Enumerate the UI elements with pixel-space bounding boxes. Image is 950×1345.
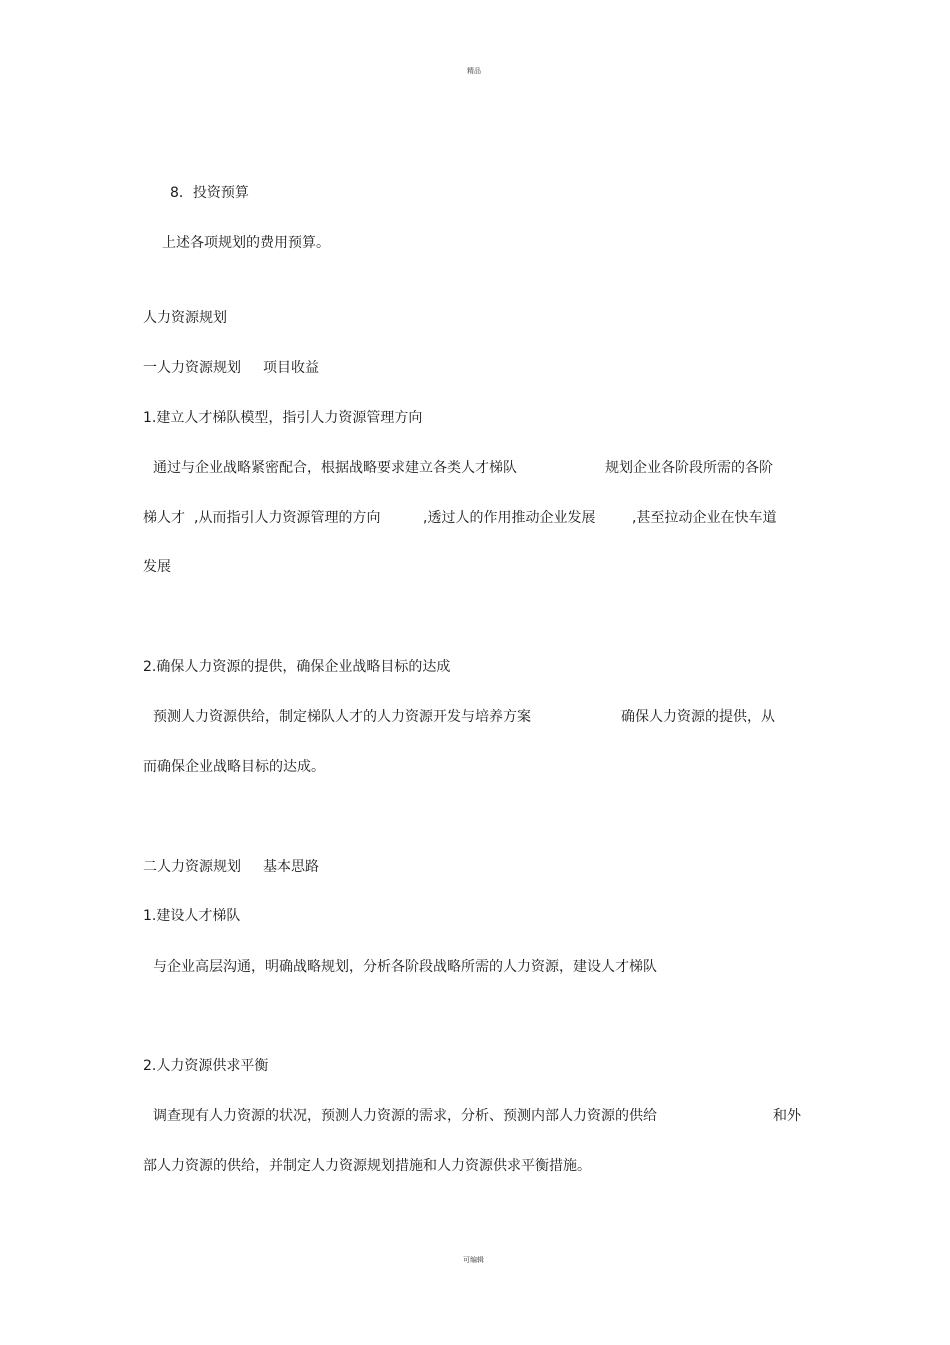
- section-heading-hr-planning: 人力资源规划: [143, 310, 227, 326]
- page-footer: 可编辑: [463, 1256, 484, 1264]
- paragraph-line: ,甚至拉动企业在快车道: [632, 510, 777, 526]
- item-heading-ensure-supply: 2.确保人力资源的提供，确保企业战略目标的达成: [143, 659, 451, 675]
- paragraph-line: 梯人才: [143, 510, 185, 526]
- subheading-part-2: 项目收益: [263, 360, 319, 376]
- paragraph-line: 调查现有人力资源的状况，预测人力资源的需求，分析、预测内部人力资源的供给: [153, 1108, 657, 1124]
- paragraph-line: 与企业高层沟通，明确战略规划，分析各阶段战略所需的人力资源，建设人才梯队: [153, 959, 657, 975]
- paragraph-line: 规划企业各阶段所需的各阶: [605, 460, 773, 476]
- subheading-part-1: 二人力资源规划: [143, 859, 241, 875]
- item-heading-supply-demand: 2.人力资源供求平衡: [143, 1058, 269, 1074]
- section-heading-investment-budget: 8．投资预算: [170, 185, 249, 201]
- subheading-project-benefits: [143, 359, 319, 377]
- subheading-basic-ideas: [143, 858, 319, 876]
- page-header: 精品: [467, 67, 481, 75]
- paragraph-line: 和外: [773, 1108, 801, 1124]
- subheading-part-1: 一人力资源规划: [143, 360, 241, 376]
- paragraph-line: 预测人力资源供给，制定梯队人才的人力资源开发与培养方案: [153, 709, 531, 725]
- paragraph-line: ,透过人的作用推动企业发展: [423, 510, 596, 526]
- paragraph-line: 通过与企业战略紧密配合，根据战略要求建立各类人才梯队: [153, 460, 517, 476]
- item-heading-talent-model: 1.建立人才梯队模型，指引人力资源管理方向: [143, 410, 423, 426]
- subheading-part-2: 基本思路: [263, 859, 319, 875]
- paragraph-budget: 上述各项规划的费用预算。: [162, 235, 330, 251]
- paragraph-line: 发展: [143, 559, 171, 575]
- paragraph-line: 而确保企业战略目标的达成。: [143, 759, 325, 775]
- paragraph-line: 确保人力资源的提供，从: [621, 709, 775, 725]
- item-heading-build-talent: 1.建设人才梯队: [143, 908, 241, 924]
- paragraph-line: 部人力资源的供给，并制定人力资源规划措施和人力资源供求平衡措施。: [143, 1158, 591, 1174]
- paragraph-line: ,从而指引人力资源管理的方向: [194, 510, 381, 526]
